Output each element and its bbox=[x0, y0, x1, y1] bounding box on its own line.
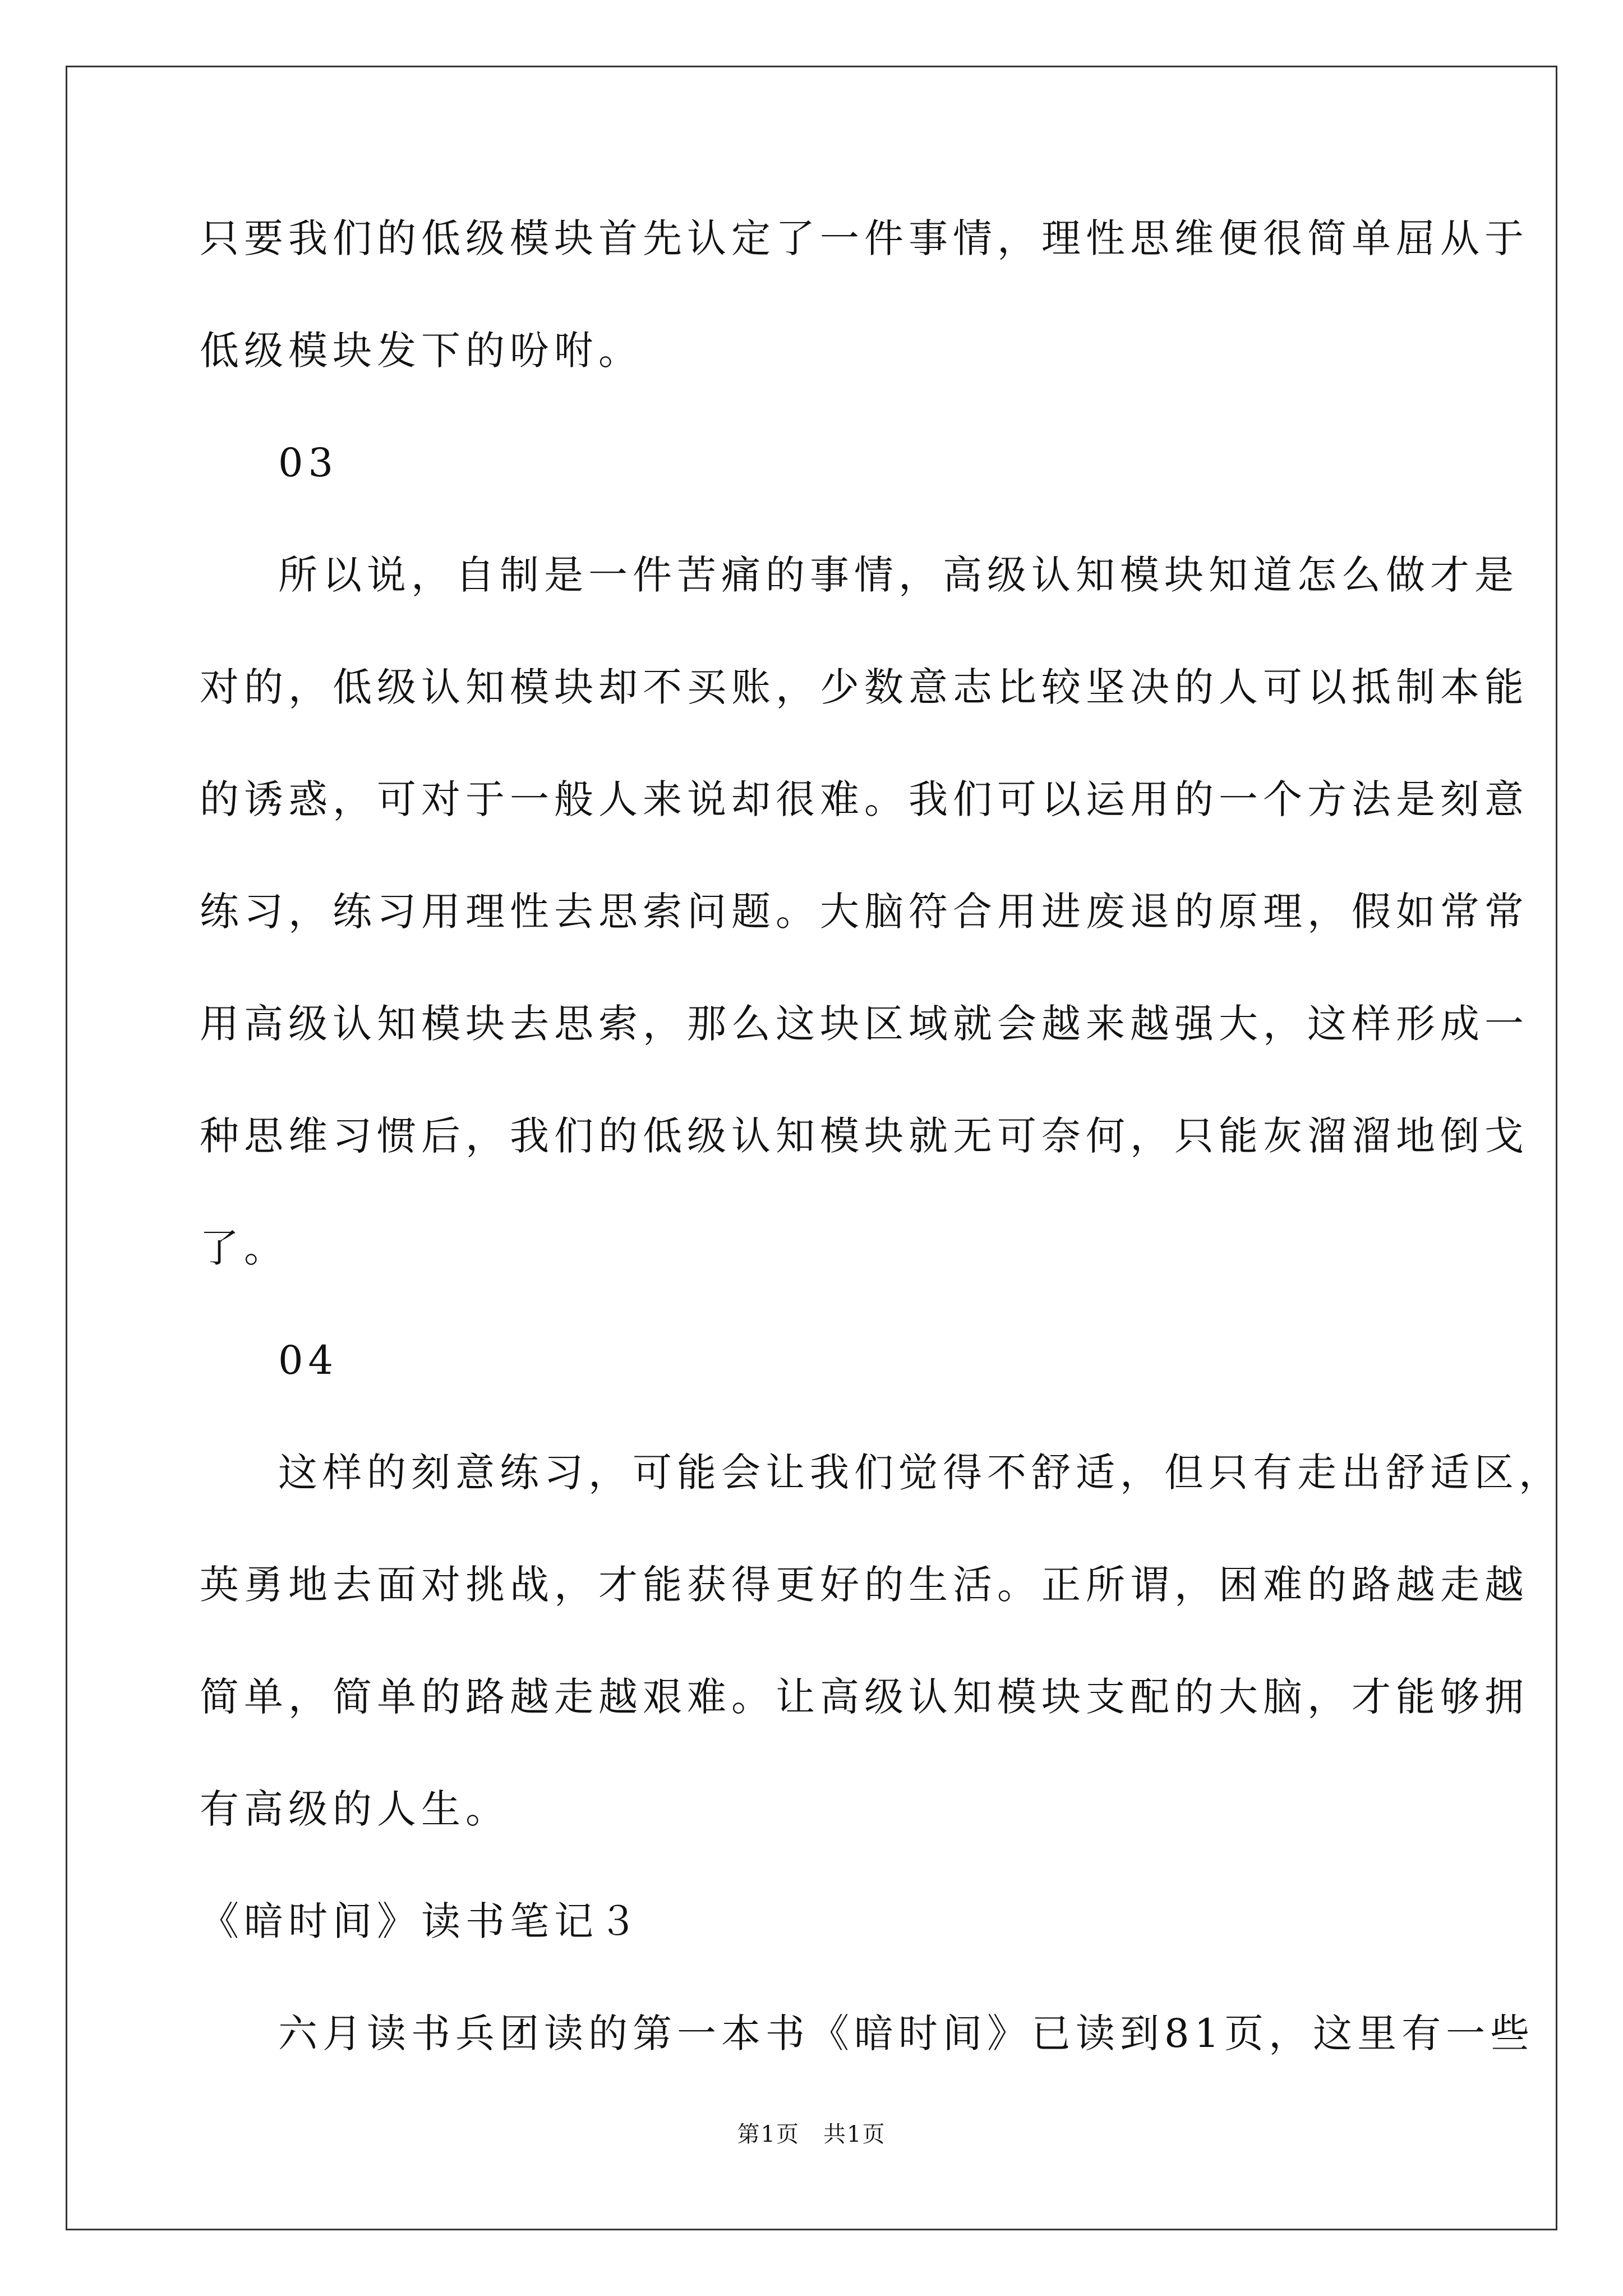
paragraph-line: 六月读书兵团读的第一本书《暗时间》已读到81页，这里有一些 bbox=[278, 2010, 1535, 2056]
paragraph-line: 简单，简单的路越走越艰难。让高级认知模块支配的大脑，才能够拥 bbox=[200, 1674, 1529, 1720]
paragraph-line: 对的，低级认知模块却不买账，少数意志比较坚决的人可以抵制本能 bbox=[200, 664, 1529, 710]
section-number: 04 bbox=[278, 1337, 339, 1383]
paragraph-line: 的诱惑，可对于一般人来说却很难。我们可以运用的一个方法是刻意 bbox=[200, 776, 1529, 822]
paragraph-line: 练习，练习用理性去思索问题。大脑符合用进废退的原理，假如常常 bbox=[200, 889, 1529, 935]
paragraph-line: 这样的刻意练习，可能会让我们觉得不舒适，但只有走出舒适区， bbox=[278, 1450, 1563, 1496]
article-heading: 《暗时间》读书笔记３ bbox=[200, 1898, 643, 1944]
paragraph-line: 种思维习惯后，我们的低级认知模块就无可奈何，只能灰溜溜地倒戈 bbox=[200, 1113, 1529, 1159]
paragraph-line: 低级模块发下的吩咐。 bbox=[200, 328, 643, 374]
paragraph-line: 用高级认知模块去思索，那么这块区域就会越来越强大，这样形成一 bbox=[200, 1001, 1529, 1047]
paragraph-line: 英勇地去面对挑战，才能获得更好的生活。正所谓，困难的路越走越 bbox=[200, 1562, 1529, 1608]
paragraph-line: 只要我们的低级模块首先认定了一件事情，理性思维便很简单屈从于 bbox=[200, 215, 1529, 261]
paragraph-line: 了。 bbox=[200, 1225, 288, 1271]
paragraph-line: 所以说，自制是一件苦痛的事情，高级认知模块知道怎么做才是 bbox=[278, 552, 1519, 598]
section-number: 03 bbox=[278, 440, 339, 486]
page-footer: 第1页 共1页 bbox=[737, 2122, 886, 2147]
paragraph-line: 有高级的人生。 bbox=[200, 1786, 510, 1832]
